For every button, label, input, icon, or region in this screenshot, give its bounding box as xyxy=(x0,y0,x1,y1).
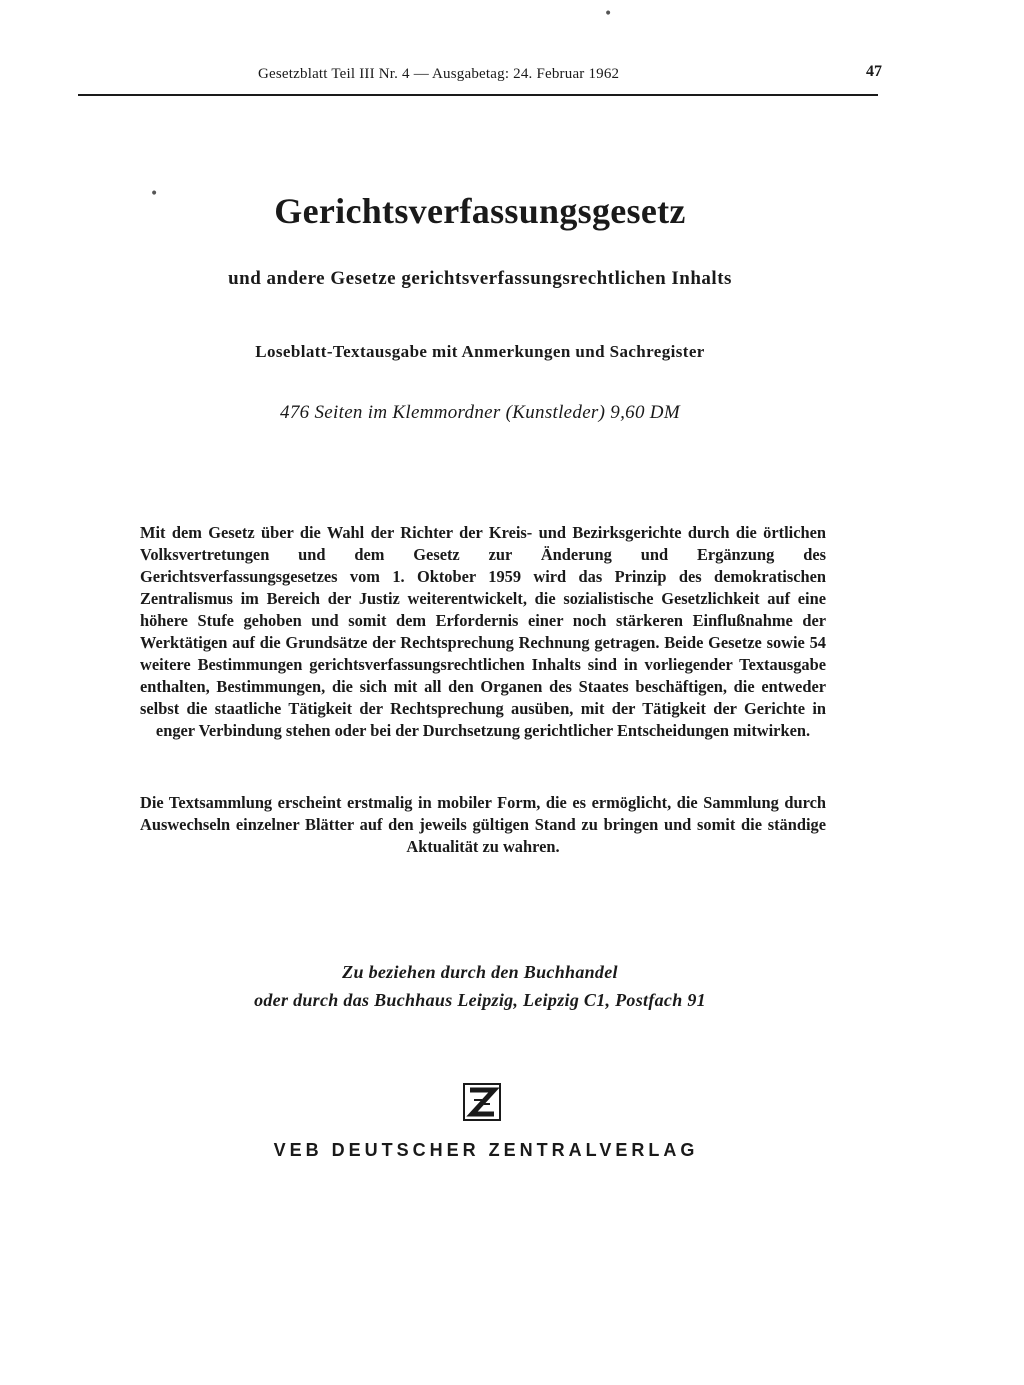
body-paragraph-2: Die Textsammlung erscheint erstmalig in mobiler Form, die es ermöglicht, die Sammlung durch Auswechseln einzelner Blätter auf den jeweils gültigen Stand zu bringen und somit die ständige Aktualität zu wahren. xyxy=(140,793,826,856)
page-title: Gerichtsverfassungsgesetz xyxy=(274,191,686,231)
running-head: Gesetzblatt Teil III Nr. 4 — Ausgabetag: 24. Februar 1962 xyxy=(258,66,620,82)
distribution-line-1: Zu beziehen durch den Buchhandel xyxy=(342,962,618,982)
page-number: 47 xyxy=(866,63,882,80)
edition-note: Loseblatt-Textausgabe mit Anmerkungen und Sachregister xyxy=(255,342,705,361)
distribution-line-2: oder durch das Buchhaus Leipzig, Leipzig C1, Postfach 91 xyxy=(254,990,706,1010)
pages-price: 476 Seiten im Klemmordner (Kunstleder) 9,60 DM xyxy=(280,402,680,423)
header-rule xyxy=(78,94,878,96)
scan-speck: • xyxy=(604,6,613,22)
scan-speck: • xyxy=(150,186,159,202)
subtitle: und andere Gesetze gerichtsverfassungsrechtlichen Inhalts xyxy=(228,268,732,289)
body-paragraph-1: Mit dem Gesetz über die Wahl der Richter der Kreis- und Bezirksgerichte durch die örtlichen Volksvertretungen und dem Gesetz zur Änderung und Ergänzung des Gerichtsverfassungsgesetzes vom 1. Oktober 1959 wird das Prinzip des demokratischen Zentralismus im Bereich der Justiz weiterentwickelt, die sozialistische Gesetzlichkeit auf eine höhere Stufe gehoben und somit dem Erfordernis einer noch stärkeren Einflußnahme der Werktätigen auf die Grundsätze der Rechtsprechung Rechnung getragen. Beide Gesetze sowie 54 weitere Bestimmungen gerichtsverfassungsrechtlichen Inhalts sind in vorliegender Textausgabe enthalten, Bestimmungen, die sich mit all den Organen des Staates beschäftigen, die entweder selbst die staatliche Tätigkeit der Rechtsprechung ausüben, mit der Tätigkeit der Gerichte in enger Verbindung stehen oder bei der Durchsetzung gerichtlicher Entscheidungen mitwirken. xyxy=(140,523,826,740)
publisher-monogram-icon xyxy=(462,1082,502,1122)
publisher-name: VEB DEUTSCHER ZENTRALVERLAG xyxy=(273,1140,699,1160)
